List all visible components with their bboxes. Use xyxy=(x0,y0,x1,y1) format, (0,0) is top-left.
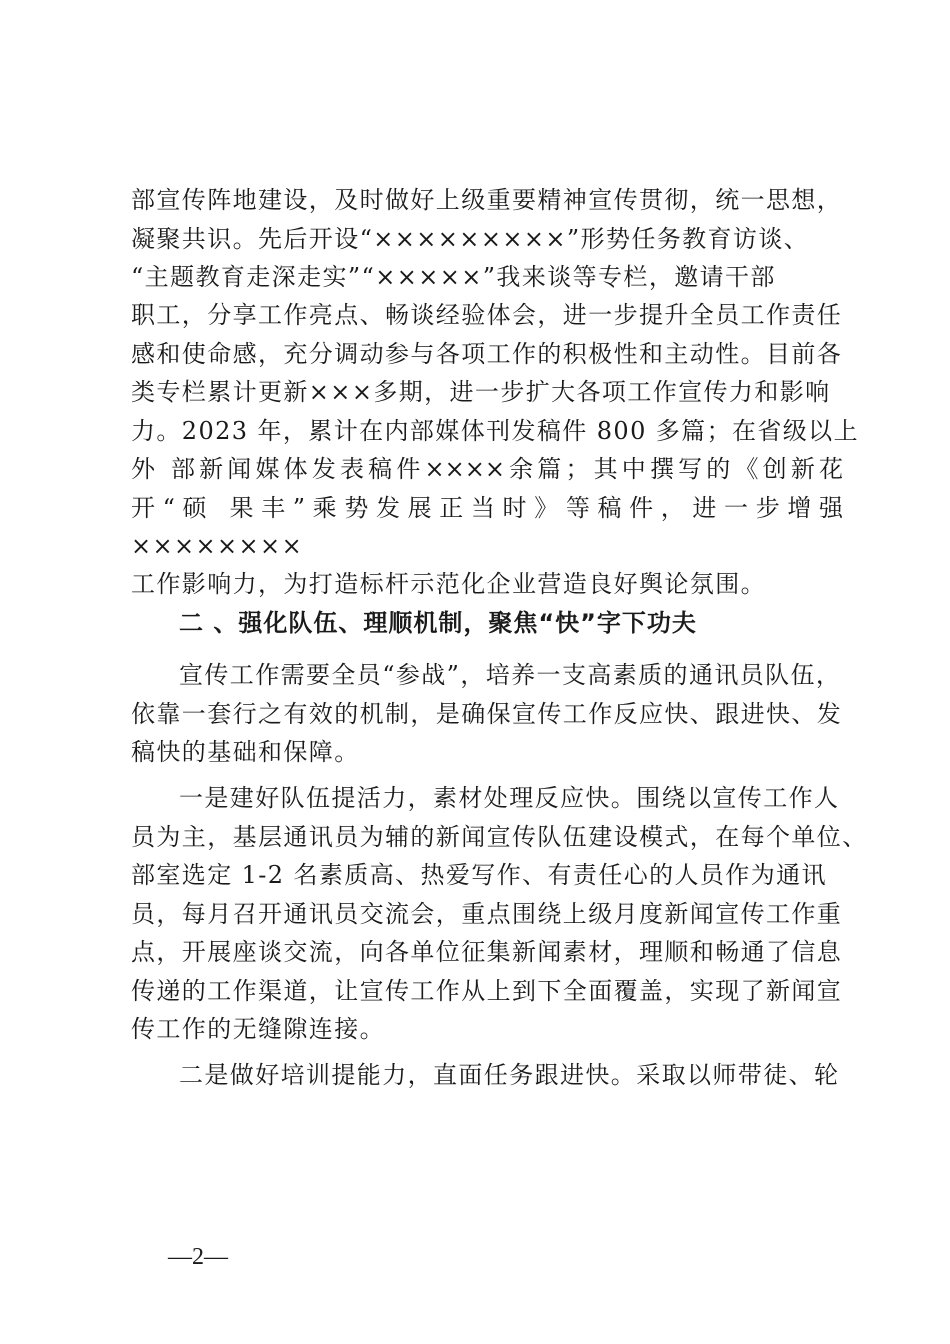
body-text-line: 部宣传阵地建设，及时做好上级重要精神宣传贯彻，统一思想， xyxy=(131,186,843,214)
paragraph-first-line: 一是建好队伍提活力，素材处理反应快。围绕以宣传工作人 xyxy=(179,784,840,812)
page-number: —2— xyxy=(168,1244,228,1270)
body-text-line: 稿快的基础和保障。 xyxy=(131,738,360,766)
body-text-line: 点，开展座谈交流，向各单位征集新闻素材，理顺和畅通了信息 xyxy=(131,938,843,966)
body-text-line: 外 部新闻媒体发表稿件××××余篇；其中撰写的《创新花 xyxy=(131,455,843,483)
body-text-line: 员，每月召开通讯员交流会，重点围绕上级月度新闻宣传工作重 xyxy=(131,900,843,928)
body-text-line: 依靠一套行之有效的机制，是确保宣传工作反应快、跟进快、发 xyxy=(131,700,843,728)
body-text-line: 传工作的无缝隙连接。 xyxy=(131,1015,385,1043)
body-text-line: 力。2023 年，累计在内部媒体刊发稿件 800 多篇；在省级以上 xyxy=(131,417,859,445)
body-text-line: 传递的工作渠道，让宣传工作从上到下全面覆盖，实现了新闻宣 xyxy=(131,977,843,1005)
body-text-line: 工作影响力，为打造标杆示范化企业营造良好舆论氛围。 xyxy=(131,570,766,598)
body-text-line: ×××××××× xyxy=(131,532,304,560)
section-heading: 二 、强化队伍、理顺机制，聚焦“快”字下功夫 xyxy=(179,609,697,637)
paragraph-first-line: 二是做好培训提能力，直面任务跟进快。采取以师带徒、轮 xyxy=(179,1061,840,1089)
body-text-line: 员为主，基层通讯员为辅的新闻宣传队伍建设模式，在每个单位、 xyxy=(131,823,868,851)
body-text-line: 凝聚共识。先后开设“×××××××××”形势任务教育访谈、 xyxy=(131,225,810,253)
body-text-line: 开“硕 果丰”乘势发展正当时》等稿件，进一步增强 xyxy=(131,494,843,522)
body-text-line: 类专栏累计更新×××多期，进一步扩大各项工作宣传力和影响 xyxy=(131,378,831,406)
body-text-line: 部室选定 1-2 名素质高、热爱写作、有责任心的人员作为通讯 xyxy=(131,861,827,889)
body-text-line: 职工，分享工作亮点、畅谈经验体会，进一步提升全员工作责任 xyxy=(131,301,843,329)
body-text-line: “主题教育走深走实”“×××××”我来谈等专栏，邀请干部 xyxy=(131,263,776,291)
paragraph-first-line: 宣传工作需要全员“参战”，培养一支高素质的通讯员队伍， xyxy=(179,661,842,689)
body-text-line: 感和使命感，充分调动参与各项工作的积极性和主动性。目前各 xyxy=(131,340,843,368)
